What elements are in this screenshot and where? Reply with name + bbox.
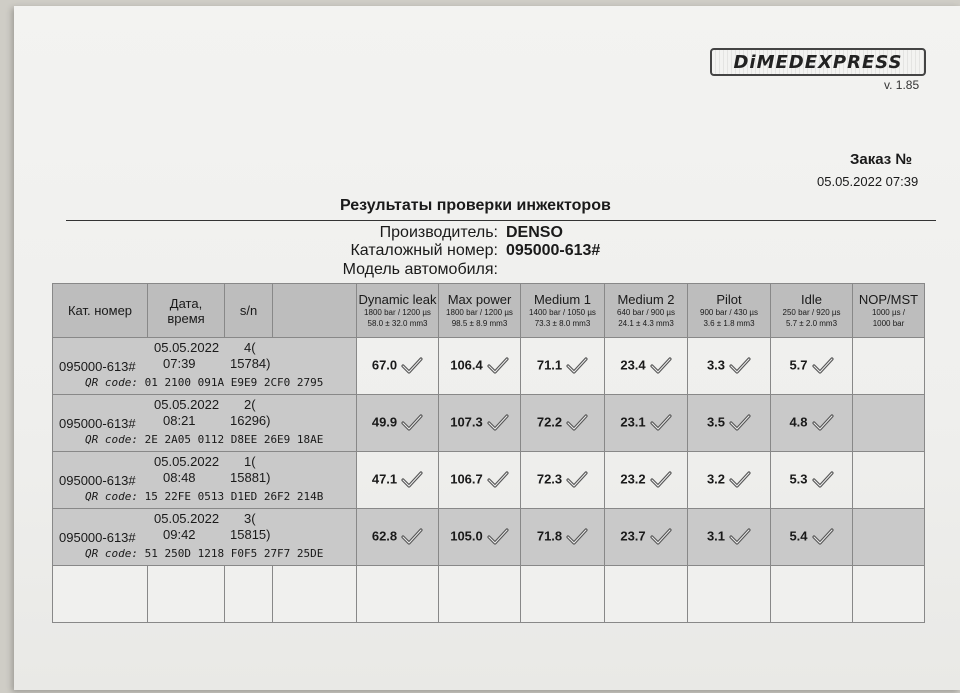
empty-cell xyxy=(521,566,605,623)
page-title: Результаты проверки инжекторов xyxy=(340,197,611,214)
measurement-cell xyxy=(771,338,853,395)
empty-cell xyxy=(771,566,853,623)
checkmark-icon xyxy=(650,528,672,546)
injector-id-cell xyxy=(53,509,357,566)
injector-id-cell xyxy=(53,452,357,509)
checkmark-icon xyxy=(729,528,751,546)
measurement-value: 5.3 xyxy=(789,471,808,487)
measurement-value: 23.4 xyxy=(620,357,646,373)
measurement-cell xyxy=(521,395,605,452)
checkmark-icon xyxy=(812,414,834,432)
measurement-value: 23.1 xyxy=(620,414,646,430)
serial-number: 3( 15815) xyxy=(230,511,271,542)
empty-cell xyxy=(357,566,439,623)
table-row xyxy=(53,452,925,509)
measurement-value: 106.4 xyxy=(450,357,483,373)
header-dynamic-leak: Dynamic leak 1800 bar / 1200 µs 58.0 ± 32.0 mm3 xyxy=(357,284,439,338)
measurement-cell xyxy=(771,452,853,509)
qr-code: QR code: 15 22FE 0513 D1ED 26F2 214B xyxy=(85,490,324,503)
empty-cell xyxy=(688,566,771,623)
checkmark-icon xyxy=(729,471,751,489)
header-medium-2: Medium 2 640 bar / 900 µs 24.1 ± 4.3 mm3 xyxy=(605,284,688,338)
measurement-cell xyxy=(688,338,771,395)
manufacturer-value: DENSO xyxy=(506,224,563,241)
measurement-cell xyxy=(771,509,853,566)
cat-number: 095000-613# xyxy=(59,530,136,545)
checkmark-icon xyxy=(650,471,672,489)
measurement-value: 71.8 xyxy=(536,528,563,544)
measurement-value: 4.8 xyxy=(789,414,808,430)
injector-id-cell xyxy=(53,395,357,452)
injector-id-cell xyxy=(53,338,357,395)
header-serial: s/n xyxy=(225,284,273,338)
catalog-number-label: Каталожный номер: xyxy=(350,242,498,259)
serial-number: 1( 15881) xyxy=(230,454,271,485)
measurement-value: 3.2 xyxy=(706,471,726,487)
header-max-power: Max power 1800 bar / 1200 µs 98.5 ± 8.9 mm3 xyxy=(439,284,521,338)
nop-mst-cell xyxy=(853,395,925,452)
serial-number: 2( 16296) xyxy=(230,397,271,428)
results-table xyxy=(52,283,925,623)
measurement-cell xyxy=(771,395,853,452)
checkmark-icon xyxy=(487,414,509,432)
checkmark-icon xyxy=(812,528,834,546)
measurement-cell xyxy=(439,452,521,509)
measurement-cell xyxy=(605,395,688,452)
test-date: 05.05.2022 08:48 xyxy=(154,454,220,485)
measurement-value: 5.7 xyxy=(789,357,808,373)
catalog-number-value: 095000-613# xyxy=(506,242,601,259)
measurement-cell xyxy=(357,395,439,452)
measurement-value: 67.0 xyxy=(371,357,398,373)
checkmark-icon xyxy=(401,357,423,375)
checkmark-icon xyxy=(566,414,588,432)
table-row xyxy=(53,338,925,395)
table-row xyxy=(53,395,925,452)
measurement-cell xyxy=(521,338,605,395)
qr-code: QR code: 01 2100 091A E9E9 2CF0 2795 xyxy=(85,376,324,389)
measurement-value: 5.4 xyxy=(789,528,808,544)
checkmark-icon xyxy=(401,528,423,546)
measurement-cell xyxy=(688,452,771,509)
header-medium-1: Medium 1 1400 bar / 1050 µs 73.3 ± 8.0 mm3 xyxy=(521,284,605,338)
measurement-value: 71.1 xyxy=(536,357,563,373)
title-divider xyxy=(66,220,936,221)
header-date-time: Дата, время xyxy=(148,284,225,338)
measurement-cell xyxy=(521,509,605,566)
measurement-value: 107.3 xyxy=(450,414,483,430)
nop-mst-cell xyxy=(853,452,925,509)
checkmark-icon xyxy=(650,414,672,432)
checkmark-icon xyxy=(487,357,509,375)
empty-cell xyxy=(605,566,688,623)
checkmark-icon xyxy=(729,414,751,432)
cat-number: 095000-613# xyxy=(59,416,136,431)
measurement-value: 47.1 xyxy=(371,471,398,487)
measurement-cell xyxy=(605,452,688,509)
test-date: 05.05.2022 07:39 xyxy=(154,340,220,371)
checkmark-icon xyxy=(566,528,588,546)
measurement-value: 3.5 xyxy=(706,414,726,430)
empty-cell xyxy=(53,566,148,623)
header-pilot: Pilot 900 bar / 430 µs 3.6 ± 1.8 mm3 xyxy=(688,284,771,338)
manufacturer-label: Производитель: xyxy=(379,224,498,241)
measurement-value: 105.0 xyxy=(450,528,483,544)
checkmark-icon xyxy=(812,357,834,375)
measurement-value: 72.2 xyxy=(536,414,563,430)
header-blank xyxy=(273,284,357,338)
measurement-value: 3.3 xyxy=(706,357,726,373)
measurement-cell xyxy=(688,395,771,452)
table-row xyxy=(53,509,925,566)
checkmark-icon xyxy=(566,471,588,489)
car-model-label: Модель автомобиля: xyxy=(342,261,498,278)
checkmark-icon xyxy=(566,357,588,375)
empty-row xyxy=(53,566,925,623)
measurement-cell xyxy=(357,509,439,566)
measurement-cell xyxy=(605,338,688,395)
measurement-value: 23.7 xyxy=(620,528,646,544)
checkmark-icon xyxy=(401,414,423,432)
qr-code: QR code: 2E 2A05 0112 D8EE 26E9 18AE xyxy=(85,433,324,446)
empty-cell xyxy=(225,566,273,623)
cat-number: 095000-613# xyxy=(59,359,136,374)
measurement-cell xyxy=(357,338,439,395)
header-nop-mst: NOP/MST 1000 µs / 1000 bar xyxy=(853,284,925,338)
serial-number: 4( 15784) xyxy=(230,340,271,371)
measurement-value: 72.3 xyxy=(536,471,563,487)
measurement-value: 49.9 xyxy=(371,414,398,430)
checkmark-icon xyxy=(487,528,509,546)
header-idle: Idle 250 bar / 920 µs 5.7 ± 2.0 mm3 xyxy=(771,284,853,338)
header-cat-number: Кат. номер xyxy=(53,284,148,338)
order-title: Заказ № xyxy=(850,151,913,168)
qr-code: QR code: 51 250D 1218 F0F5 27F7 25DE xyxy=(85,547,324,560)
nop-mst-cell xyxy=(853,509,925,566)
cat-number: 095000-613# xyxy=(59,473,136,488)
measurement-cell xyxy=(688,509,771,566)
test-date: 05.05.2022 09:42 xyxy=(154,511,220,542)
measurement-cell xyxy=(439,338,521,395)
empty-cell xyxy=(439,566,521,623)
measurement-cell xyxy=(521,452,605,509)
logo-text: DiMEDEXPRESS xyxy=(733,51,903,73)
order-date: 05.05.2022 07:39 xyxy=(817,174,919,189)
dimed-express-logo xyxy=(710,48,926,76)
measurement-cell xyxy=(439,395,521,452)
empty-cell xyxy=(273,566,357,623)
checkmark-icon xyxy=(650,357,672,375)
checkmark-icon xyxy=(729,357,751,375)
measurement-cell xyxy=(439,509,521,566)
version-label: v. 1.85 xyxy=(884,78,920,92)
measurement-cell xyxy=(605,509,688,566)
checkmark-icon xyxy=(487,471,509,489)
checkmark-icon xyxy=(401,471,423,489)
measurement-value: 23.2 xyxy=(620,471,646,487)
measurement-cell xyxy=(357,452,439,509)
test-date: 05.05.2022 08:21 xyxy=(154,397,220,428)
nop-mst-cell xyxy=(853,338,925,395)
measurement-value: 106.7 xyxy=(450,471,483,487)
table-header-row xyxy=(53,284,925,338)
empty-cell xyxy=(148,566,225,623)
measurement-value: 3.1 xyxy=(706,528,726,544)
empty-cell xyxy=(853,566,925,623)
checkmark-icon xyxy=(812,471,834,489)
measurement-value: 62.8 xyxy=(371,528,398,544)
